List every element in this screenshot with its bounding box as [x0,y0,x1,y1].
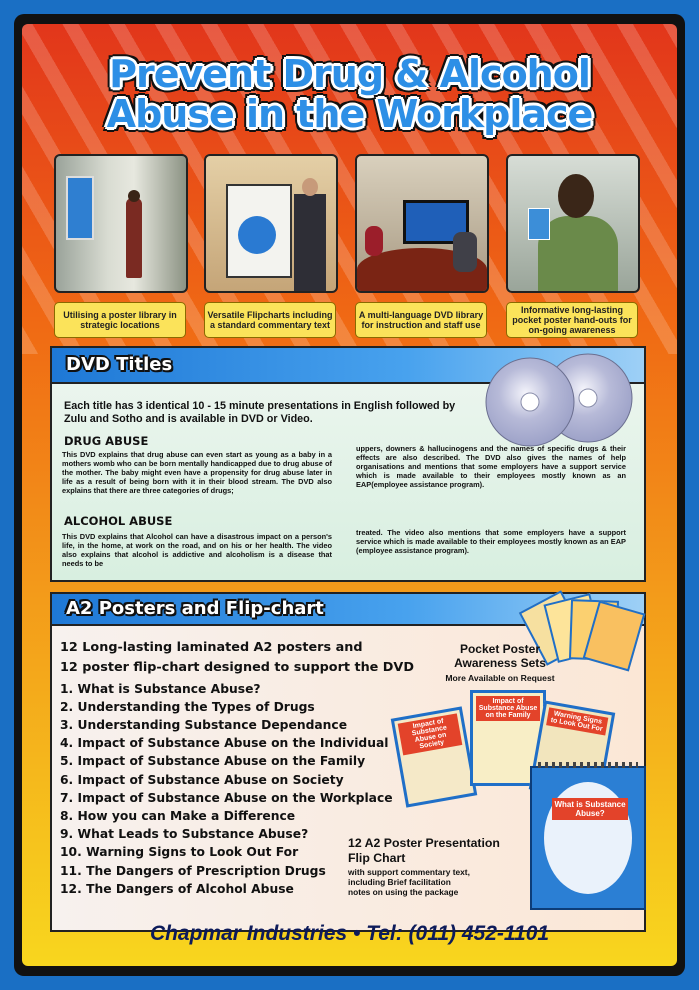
footer-contact: Chapmar Industries • Tel: (011) 452-1101 [149,922,550,945]
poster-item: 6. Impact of Substance Abuse on Society [60,773,344,787]
photo-pocket-poster [506,154,640,293]
alcohol-abuse-text-right: treated. The video also mentions that some employers have a support service which is made available to their employees mostly known as an EAP (employee assistance program). [356,528,626,555]
poster-cover-2-title: Impact of Substance Abuse on the Family [476,696,540,721]
photo-corridor [54,154,188,293]
poster-item: 5. Impact of Substance Abuse on the Family [60,754,366,768]
poster-item: 1. What is Substance Abuse? [60,682,261,696]
flipchart [530,766,646,910]
flipchart-heading-2: Flip Chart [348,851,406,865]
dvd-intro: Each title has 3 identical 10 - 15 minute presentations in English followed by Zulu and Sotho and is available in DVD or Video. [64,400,456,425]
caption-pocket-poster: Informative long-lasting pocket poster hand-outs for on-going awareness [506,302,638,338]
pocket-poster-title-2: Awareness Sets [454,656,546,670]
dvd-heading: DVD Titles [66,354,173,375]
photo-flipchart [204,154,338,293]
pocket-poster-title-1: Pocket Poster [459,642,541,656]
poster-item: 10. Warning Signs to Look Out For [60,845,299,859]
flipchart-heading [348,836,500,866]
poster-cover-3-title: Warning Signs to Look Out For [546,707,608,735]
dvd-panel [50,346,646,582]
pocket-poster-title [440,642,560,670]
alcohol-abuse-heading: ALCOHOL ABUSE [64,514,173,528]
poster-item: 12. The Dangers of Alcohol Abuse [60,882,294,896]
poster-item: 11. The Dangers of Prescription Drugs [60,864,326,878]
poster-item: 8. How you can Make a Difference [60,809,296,823]
flipchart-heading-1: 12 A2 Poster Presentation [348,836,500,850]
flipchart-description [348,867,470,897]
posters-intro-1: 12 Long-lasting laminated A2 posters and [60,640,363,655]
drug-abuse-text-right: uppers, downers & hallucinogens and the names of specific drugs & their effects are also described. The DVD also gives the names of help organisations and mentions that some employers have a support service which is made available to their employees mostly known as an EAP(employee assistance program). [356,444,626,489]
flipchart-binding [538,762,638,768]
flipchart-description-2: including Brief facilitation [348,877,451,887]
drug-abuse-heading: DRUG ABUSE [64,434,149,448]
poster-item: 9. What Leads to Substance Abuse? [60,827,309,841]
poster-item: 3. Understanding Substance Dependance [60,718,348,732]
drug-abuse-text-left: This DVD explains that drug abuse can even start as young as a baby in a mothers womb who can be born mentally handicapped due to drug abuse of the mother. The baby might even have a propensity for drug abuse later in life as a result of being born with it in their blood stream. The DVD also explains that there are three categories of drugs; [62,450,332,495]
poster-cover-1-title: Impact of Substance Abuse on Society [398,713,463,755]
posters-intro-2: 12 poster flip-chart designed to support the DVD [60,660,414,675]
flipchart-description-1: with support commentary text, [348,867,470,877]
page-title [22,54,677,134]
pocket-poster-sub: More Available on Request [445,673,555,683]
posters-heading: A2 Posters and Flip-chart [66,598,324,619]
dvd-disc-icon [470,350,640,450]
caption-flipcharts: Versatile Flipcharts including a standard commentary text [204,302,336,338]
poster-cover-1 [391,706,478,807]
title-line-2: Abuse in the Workplace [106,92,593,136]
flipchart-title: What is Substance Abuse? [552,798,628,820]
poster [22,24,677,966]
flipchart-description-3: notes on using the package [348,887,459,897]
photo-dvd-meeting [355,154,489,293]
caption-poster-library: Utilising a poster library in strategic locations [54,302,186,338]
title-line-1: Prevent Drug & Alcohol [109,52,590,96]
poster-item: 4. Impact of Substance Abuse on the Individual [60,736,389,750]
alcohol-abuse-text-left: This DVD explains that Alcohol can have a disastrous impact on a person's life, in the home, at work on the road, and on his or her health. The video also explains that alcohol is addictive and alcoholism is a disease that needs to be [62,532,332,568]
poster-item: 7. Impact of Substance Abuse on the Workplace [60,791,393,805]
poster-item: 2. Understanding the Types of Drugs [60,700,315,714]
caption-dvd-library: A multi-language DVD library for instruction and staff use [355,302,487,338]
